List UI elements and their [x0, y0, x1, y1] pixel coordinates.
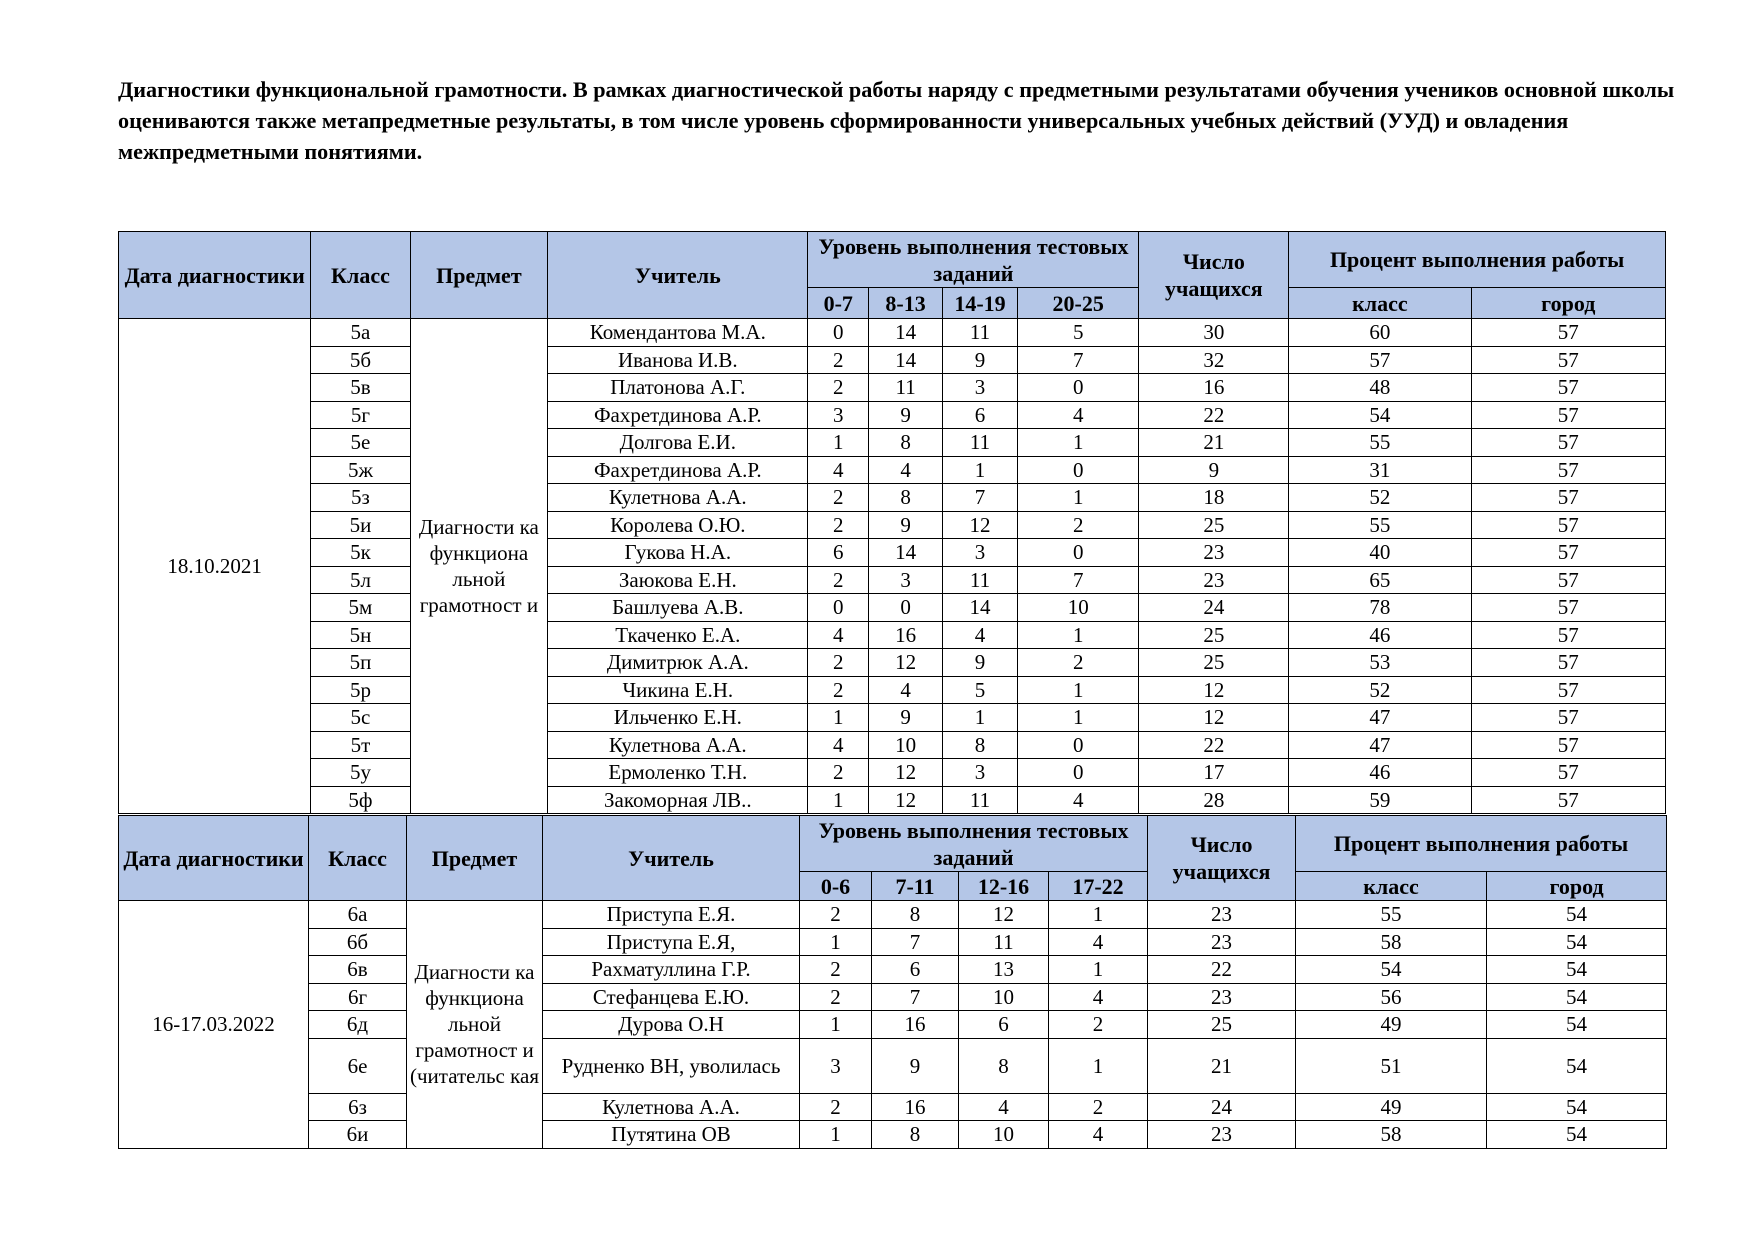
percent-class-cell: 51 — [1296, 1038, 1487, 1093]
teacher-cell: Приступа Е.Я, — [543, 928, 800, 956]
level-cell: 16 — [872, 1093, 959, 1121]
percent-city-cell: 54 — [1487, 1093, 1667, 1121]
table-row — [119, 566, 1666, 594]
header-range: 0-6 — [800, 872, 872, 901]
level-cell: 2 — [1049, 1093, 1148, 1121]
class-cell: 6д — [309, 1011, 407, 1039]
level-cell: 1 — [1017, 484, 1139, 512]
percent-city-cell: 57 — [1471, 786, 1666, 814]
level-cell: 13 — [959, 956, 1049, 984]
students-cell: 24 — [1148, 1093, 1296, 1121]
class-cell: 6и — [309, 1121, 407, 1149]
class-cell: 6г — [309, 983, 407, 1011]
level-cell: 7 — [943, 484, 1018, 512]
table-row — [119, 621, 1666, 649]
teacher-cell: Иванова И.В. — [548, 346, 808, 374]
level-cell: 2 — [808, 649, 869, 677]
percent-class-cell: 47 — [1289, 704, 1471, 732]
level-cell: 11 — [869, 374, 943, 402]
level-cell: 4 — [1049, 983, 1148, 1011]
teacher-cell: Долгова Е.И. — [548, 429, 808, 457]
level-cell: 2 — [808, 346, 869, 374]
students-cell: 17 — [1139, 759, 1289, 787]
students-cell: 18 — [1139, 484, 1289, 512]
students-cell: 24 — [1139, 594, 1289, 622]
percent-city-cell: 57 — [1471, 704, 1666, 732]
level-cell: 1 — [1017, 429, 1139, 457]
level-cell: 8 — [872, 1121, 959, 1149]
teacher-cell: Чикина Е.Н. — [548, 676, 808, 704]
level-cell: 11 — [943, 786, 1018, 814]
students-cell: 23 — [1139, 566, 1289, 594]
percent-city-cell: 57 — [1471, 566, 1666, 594]
class-cell: 5б — [311, 346, 410, 374]
percent-class-cell: 46 — [1289, 759, 1471, 787]
percent-city-cell: 57 — [1471, 621, 1666, 649]
teacher-cell: Димитрюк А.А. — [548, 649, 808, 677]
level-cell: 1 — [1017, 621, 1139, 649]
level-cell: 5 — [943, 676, 1018, 704]
level-cell: 1 — [943, 704, 1018, 732]
teacher-cell: Фахретдинова А.Р. — [548, 456, 808, 484]
level-cell: 0 — [1017, 539, 1139, 567]
level-cell: 1 — [800, 1121, 872, 1149]
percent-class-cell: 58 — [1296, 928, 1487, 956]
teacher-cell: Рудненко ВН, уволилась — [543, 1038, 800, 1093]
students-cell: 23 — [1148, 1121, 1296, 1149]
percent-city-cell: 57 — [1471, 456, 1666, 484]
class-cell: 5м — [311, 594, 410, 622]
students-cell: 22 — [1139, 731, 1289, 759]
class-cell: 5г — [311, 401, 410, 429]
table-row — [119, 484, 1666, 512]
percent-city-cell: 57 — [1471, 401, 1666, 429]
header-range: 17-22 — [1049, 872, 1148, 901]
table-row — [119, 786, 1666, 814]
percent-city-cell: 54 — [1487, 928, 1667, 956]
level-cell: 6 — [872, 956, 959, 984]
table-row — [119, 928, 1667, 956]
teacher-cell: Гукова Н.А. — [548, 539, 808, 567]
header-students: Число учащихся — [1139, 232, 1289, 319]
level-cell: 4 — [1049, 1121, 1148, 1149]
percent-class-cell: 40 — [1289, 539, 1471, 567]
header-subject: Предмет — [407, 816, 543, 901]
level-cell: 4 — [808, 731, 869, 759]
header-subject: Предмет — [410, 232, 548, 319]
percent-city-cell: 54 — [1487, 983, 1667, 1011]
students-cell: 32 — [1139, 346, 1289, 374]
level-cell: 4 — [1017, 786, 1139, 814]
class-cell: 5л — [311, 566, 410, 594]
percent-city-cell: 57 — [1471, 319, 1666, 347]
level-cell: 14 — [943, 594, 1018, 622]
students-cell: 21 — [1148, 1038, 1296, 1093]
table-row — [119, 759, 1666, 787]
level-cell: 4 — [808, 621, 869, 649]
table-row — [119, 901, 1667, 929]
level-cell: 3 — [808, 401, 869, 429]
level-cell: 5 — [1017, 319, 1139, 347]
level-cell: 4 — [1049, 928, 1148, 956]
level-cell: 2 — [800, 983, 872, 1011]
class-cell: 6а — [309, 901, 407, 929]
class-cell: 5п — [311, 649, 410, 677]
students-cell: 16 — [1139, 374, 1289, 402]
percent-class-cell: 47 — [1289, 731, 1471, 759]
level-cell: 0 — [1017, 731, 1139, 759]
percent-city-cell: 57 — [1471, 676, 1666, 704]
level-cell: 9 — [943, 346, 1018, 374]
header-range: 12-16 — [959, 872, 1049, 901]
students-cell: 25 — [1148, 1011, 1296, 1039]
students-cell: 28 — [1139, 786, 1289, 814]
table-row — [119, 676, 1666, 704]
percent-class-cell: 48 — [1289, 374, 1471, 402]
level-cell: 1 — [1049, 956, 1148, 984]
teacher-cell: Ильченко Е.Н. — [548, 704, 808, 732]
level-cell: 10 — [959, 1121, 1049, 1149]
level-cell: 10 — [959, 983, 1049, 1011]
percent-class-cell: 59 — [1289, 786, 1471, 814]
percent-city-cell: 57 — [1471, 374, 1666, 402]
table-row — [119, 374, 1666, 402]
level-cell: 11 — [943, 319, 1018, 347]
table-row — [119, 731, 1666, 759]
percent-city-cell: 57 — [1471, 731, 1666, 759]
percent-city-cell: 54 — [1487, 901, 1667, 929]
percent-class-cell: 54 — [1296, 956, 1487, 984]
table-row — [119, 1093, 1667, 1121]
level-cell: 4 — [959, 1093, 1049, 1121]
level-cell: 12 — [869, 649, 943, 677]
header-range: 7-11 — [872, 872, 959, 901]
header-range: 0-7 — [808, 288, 869, 319]
level-cell: 0 — [1017, 374, 1139, 402]
level-cell: 2 — [1049, 1011, 1148, 1039]
level-cell: 3 — [943, 759, 1018, 787]
class-cell: 6з — [309, 1093, 407, 1121]
class-cell: 6б — [309, 928, 407, 956]
level-cell: 0 — [808, 319, 869, 347]
teacher-cell: Кулетнова А.А. — [548, 484, 808, 512]
level-cell: 2 — [808, 676, 869, 704]
students-cell: 22 — [1148, 956, 1296, 984]
teacher-cell: Рахматуллина Г.Р. — [543, 956, 800, 984]
students-cell: 30 — [1139, 319, 1289, 347]
level-cell: 4 — [808, 456, 869, 484]
class-cell: 5и — [311, 511, 410, 539]
class-cell: 5в — [311, 374, 410, 402]
header-range: 8-13 — [869, 288, 943, 319]
level-cell: 1 — [808, 786, 869, 814]
class-cell: 5а — [311, 319, 410, 347]
header-percent-city: город — [1487, 872, 1667, 901]
percent-class-cell: 54 — [1289, 401, 1471, 429]
subject-cell: Диагности ка функциона льной грамотност и (читательс кая — [407, 901, 543, 1149]
percent-class-cell: 78 — [1289, 594, 1471, 622]
percent-class-cell: 52 — [1289, 676, 1471, 704]
percent-class-cell: 31 — [1289, 456, 1471, 484]
teacher-cell: Башлуева А.В. — [548, 594, 808, 622]
level-cell: 1 — [1049, 901, 1148, 929]
table-row — [119, 346, 1666, 374]
table-row — [119, 401, 1666, 429]
class-cell: 5ф — [311, 786, 410, 814]
level-cell: 0 — [1017, 456, 1139, 484]
level-cell: 3 — [943, 374, 1018, 402]
level-cell: 12 — [943, 511, 1018, 539]
header-percent: Процент выполнения работы — [1289, 232, 1666, 288]
level-cell: 1 — [1049, 1038, 1148, 1093]
table-row — [119, 456, 1666, 484]
results-table-grade5 — [118, 231, 1666, 814]
level-cell: 2 — [808, 759, 869, 787]
class-cell: 6е — [309, 1038, 407, 1093]
level-cell: 8 — [872, 901, 959, 929]
level-cell: 4 — [869, 676, 943, 704]
table-row — [119, 983, 1667, 1011]
level-cell: 6 — [959, 1011, 1049, 1039]
subject-cell: Диагности ка функциона льной грамотност и — [410, 319, 548, 814]
level-cell: 9 — [943, 649, 1018, 677]
level-cell: 1 — [808, 429, 869, 457]
header-percent-class: класс — [1289, 288, 1471, 319]
level-cell: 1 — [800, 1011, 872, 1039]
level-cell: 8 — [943, 731, 1018, 759]
level-cell: 10 — [1017, 594, 1139, 622]
level-cell: 2 — [1017, 649, 1139, 677]
header-percent-city: город — [1471, 288, 1666, 319]
level-cell: 8 — [869, 429, 943, 457]
class-cell: 5е — [311, 429, 410, 457]
percent-city-cell: 57 — [1471, 346, 1666, 374]
level-cell: 12 — [869, 786, 943, 814]
percent-class-cell: 46 — [1289, 621, 1471, 649]
percent-city-cell: 57 — [1471, 429, 1666, 457]
students-cell: 23 — [1148, 928, 1296, 956]
percent-class-cell: 58 — [1296, 1121, 1487, 1149]
students-cell: 22 — [1139, 401, 1289, 429]
level-cell: 12 — [869, 759, 943, 787]
header-students: Число учащихся — [1148, 816, 1296, 901]
level-cell: 14 — [869, 319, 943, 347]
percent-class-cell: 65 — [1289, 566, 1471, 594]
header-percent: Процент выполнения работы — [1296, 816, 1667, 872]
students-cell: 21 — [1139, 429, 1289, 457]
level-cell: 9 — [872, 1038, 959, 1093]
percent-city-cell: 57 — [1471, 649, 1666, 677]
level-cell: 3 — [869, 566, 943, 594]
table-row — [119, 319, 1666, 347]
students-cell: 23 — [1148, 901, 1296, 929]
students-cell: 25 — [1139, 621, 1289, 649]
level-cell: 0 — [869, 594, 943, 622]
class-cell: 5с — [311, 704, 410, 732]
level-cell: 9 — [869, 511, 943, 539]
header-class: Класс — [311, 232, 410, 319]
level-cell: 2 — [808, 484, 869, 512]
teacher-cell: Платонова А.Г. — [548, 374, 808, 402]
header-date: Дата диагностики — [119, 232, 311, 319]
teacher-cell: Путятина ОВ — [543, 1121, 800, 1149]
table-row — [119, 1038, 1667, 1093]
teacher-cell: Стефанцева Е.Ю. — [543, 983, 800, 1011]
table-row — [119, 1121, 1667, 1149]
level-cell: 8 — [959, 1038, 1049, 1093]
header-level: Уровень выполнения тестовых заданий — [800, 816, 1148, 872]
header-percent-class: класс — [1296, 872, 1487, 901]
class-cell: 5ж — [311, 456, 410, 484]
percent-class-cell: 55 — [1296, 901, 1487, 929]
header-teacher: Учитель — [543, 816, 800, 901]
percent-city-cell: 57 — [1471, 759, 1666, 787]
level-cell: 2 — [800, 1093, 872, 1121]
percent-city-cell: 54 — [1487, 1038, 1667, 1093]
header-range: 20-25 — [1017, 288, 1139, 319]
students-cell: 12 — [1139, 704, 1289, 732]
percent-class-cell: 52 — [1289, 484, 1471, 512]
level-cell: 1 — [1017, 676, 1139, 704]
percent-city-cell: 57 — [1471, 511, 1666, 539]
level-cell: 8 — [869, 484, 943, 512]
table-row — [119, 1011, 1667, 1039]
header-level: Уровень выполнения тестовых заданий — [808, 232, 1139, 288]
level-cell: 2 — [808, 511, 869, 539]
level-cell: 4 — [1017, 401, 1139, 429]
header-date: Дата диагностики — [119, 816, 309, 901]
level-cell: 16 — [872, 1011, 959, 1039]
level-cell: 11 — [943, 429, 1018, 457]
level-cell: 7 — [872, 928, 959, 956]
table-row — [119, 429, 1666, 457]
students-cell: 9 — [1139, 456, 1289, 484]
date-cell: 16-17.03.2022 — [119, 901, 309, 1149]
header-class: Класс — [309, 816, 407, 901]
teacher-cell: Комендантова М.А. — [548, 319, 808, 347]
header-teacher: Учитель — [548, 232, 808, 319]
class-cell: 5н — [311, 621, 410, 649]
students-cell: 23 — [1139, 539, 1289, 567]
percent-city-cell: 57 — [1471, 484, 1666, 512]
students-cell: 23 — [1148, 983, 1296, 1011]
percent-class-cell: 49 — [1296, 1093, 1487, 1121]
level-cell: 4 — [943, 621, 1018, 649]
header-range: 14-19 — [943, 288, 1018, 319]
level-cell: 2 — [800, 956, 872, 984]
level-cell: 6 — [808, 539, 869, 567]
class-cell: 5р — [311, 676, 410, 704]
table-row — [119, 539, 1666, 567]
percent-class-cell: 55 — [1289, 511, 1471, 539]
teacher-cell: Фахретдинова А.Р. — [548, 401, 808, 429]
percent-city-cell: 57 — [1471, 539, 1666, 567]
percent-city-cell: 54 — [1487, 1121, 1667, 1149]
level-cell: 7 — [1017, 566, 1139, 594]
teacher-cell: Кулетнова А.А. — [548, 731, 808, 759]
students-cell: 25 — [1139, 649, 1289, 677]
teacher-cell: Закоморная ЛВ.. — [548, 786, 808, 814]
level-cell: 3 — [943, 539, 1018, 567]
level-cell: 2 — [1017, 511, 1139, 539]
results-table-grade6 — [118, 815, 1667, 1149]
students-cell: 25 — [1139, 511, 1289, 539]
level-cell: 1 — [808, 704, 869, 732]
intro-paragraph: Диагностики функциональной грамотности. В рамках диагностической работы наряду с предметными результатами обучения учеников основной школы оцениваются также метапредметные результаты, в том числе уровень сформированности универсальных учебных действий (УУД) и овладения межпредметными понятиями. — [118, 77, 1675, 164]
level-cell: 0 — [1017, 759, 1139, 787]
table-row — [119, 704, 1666, 732]
table-row — [119, 956, 1667, 984]
class-cell: 5у — [311, 759, 410, 787]
level-cell: 1 — [943, 456, 1018, 484]
level-cell: 2 — [808, 374, 869, 402]
table-row — [119, 594, 1666, 622]
table-row — [119, 511, 1666, 539]
level-cell: 2 — [808, 566, 869, 594]
teacher-cell: Заюкова Е.Н. — [548, 566, 808, 594]
teacher-cell: Кулетнова А.А. — [543, 1093, 800, 1121]
level-cell: 11 — [959, 928, 1049, 956]
level-cell: 4 — [869, 456, 943, 484]
percent-class-cell: 55 — [1289, 429, 1471, 457]
level-cell: 3 — [800, 1038, 872, 1093]
level-cell: 14 — [869, 539, 943, 567]
level-cell: 7 — [1017, 346, 1139, 374]
level-cell: 14 — [869, 346, 943, 374]
level-cell: 12 — [959, 901, 1049, 929]
class-cell: 6в — [309, 956, 407, 984]
class-cell: 5к — [311, 539, 410, 567]
class-cell: 5з — [311, 484, 410, 512]
level-cell: 9 — [869, 704, 943, 732]
level-cell: 11 — [943, 566, 1018, 594]
percent-city-cell: 54 — [1487, 1011, 1667, 1039]
percent-class-cell: 49 — [1296, 1011, 1487, 1039]
teacher-cell: Дурова О.Н — [543, 1011, 800, 1039]
level-cell: 0 — [808, 594, 869, 622]
percent-class-cell: 60 — [1289, 319, 1471, 347]
percent-city-cell: 54 — [1487, 956, 1667, 984]
table-row — [119, 649, 1666, 677]
level-cell: 6 — [943, 401, 1018, 429]
percent-class-cell: 53 — [1289, 649, 1471, 677]
teacher-cell: Ткаченко Е.А. — [548, 621, 808, 649]
percent-city-cell: 57 — [1471, 594, 1666, 622]
teacher-cell: Ермоленко Т.Н. — [548, 759, 808, 787]
level-cell: 10 — [869, 731, 943, 759]
students-cell: 12 — [1139, 676, 1289, 704]
level-cell: 1 — [1017, 704, 1139, 732]
percent-class-cell: 56 — [1296, 983, 1487, 1011]
level-cell: 9 — [869, 401, 943, 429]
level-cell: 16 — [869, 621, 943, 649]
teacher-cell: Приступа Е.Я. — [543, 901, 800, 929]
percent-class-cell: 57 — [1289, 346, 1471, 374]
date-cell: 18.10.2021 — [119, 319, 311, 814]
level-cell: 2 — [800, 901, 872, 929]
teacher-cell: Королева О.Ю. — [548, 511, 808, 539]
level-cell: 7 — [872, 983, 959, 1011]
class-cell: 5т — [311, 731, 410, 759]
level-cell: 1 — [800, 928, 872, 956]
